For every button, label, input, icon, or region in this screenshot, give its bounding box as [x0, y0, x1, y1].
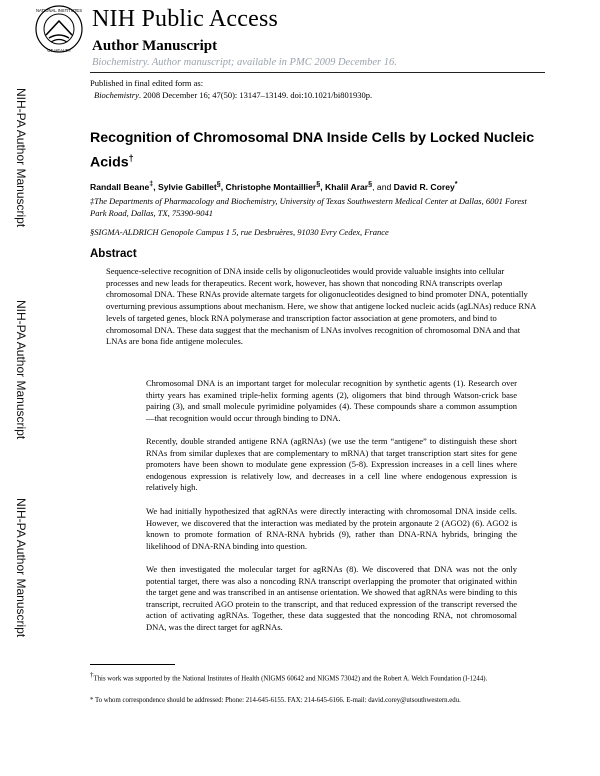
body-paragraph: Recently, double stranded antigene RNA (agRNAs) (we use the term “antigene” to distinguish these short RNAs from similar duplexes that are complementary to mRNA) that target transcription start sites for gene promoters have been shown to modulate gene expression (5-8). Expression increases in a cell lines where endogenous expression is relatively low, and decreases in a cell line where endogenous expression is relatively high. — [146, 436, 517, 492]
author-name: Randall Beane — [90, 181, 150, 192]
title-footnote-mark: † — [128, 153, 134, 163]
author-name: Khalil Arar — [325, 181, 369, 192]
abstract-text: Sequence-selective recognition of DNA inside cells by oligonucleotides would provide valuable insights into cellular processes and new leads for therapeutics. Recent work, however, has shown that noncoding RNA transcripts overlap chromosomal DNA. These RNAs provide alternate targets for oligonucleotides designed to bind promoter DNA, potentially overturning previous assumptions about mechanism. Here, we show that antigene locked nucleic acids (agLNAs) reduce RNA levels of targeted genes, block RNA polymerase and transcription factor association at gene promoters, and bind to chromosomal DNA. These data suggest that the mechanism of LNAs involves recognition of chromosomal DNA and that LNAs are bona fide antigene molecules. — [106, 266, 536, 347]
side-label-bottom: NIH-PA Author Manuscript — [14, 498, 28, 638]
citation-journal: Biochemistry — [94, 90, 139, 100]
affiliation-sigma: §SIGMA-ALDRICH Genopole Campus 1 5, rue Desbruères, 91030 Evry Cedex, France — [90, 227, 389, 237]
svg-text:NATIONAL INSTITUTES: NATIONAL INSTITUTES — [35, 8, 83, 13]
pmc-availability-line: Biochemistry. Author manuscript; available in PMC 2009 December 16. — [92, 57, 397, 68]
citation-line — [94, 90, 372, 100]
author-list: Randall Beane‡, Sylvie Gabillet§, Christophe Montaillier§, Khalil Arar§, and David R. Corey* — [90, 180, 458, 192]
author-manuscript-label: Author Manuscript — [92, 38, 218, 54]
body-paragraph: We had initially hypothesized that agRNAs were directly interacting with chromosomal DNA inside cells. However, we discovered that the interaction was mediated by the protein argonaute 2 (AGO2) (6). AGO2 is known to promote formation of RNA-RNA hybrids (9), rather than DNA-RNA hybrids, bringing the likelihood of DNA-RNA binding into question. — [146, 506, 517, 551]
author-name: David R. Corey — [393, 181, 455, 192]
footnote-rule — [90, 664, 175, 665]
nih-seal-logo — [34, 4, 84, 54]
affiliation-utsw: ‡The Departments of Pharmacology and Biochemistry, University of Texas Southwestern Medical Center at Dallas, 6001 Forest Park Road, Dallas, TX, 75390-9041 — [90, 196, 527, 218]
footnote-funding: †This work was supported by the National Institutes of Health (NIGMS 60642 and NIGMS 73042) and the Robert A. Welch Foundation (I-1244). — [90, 671, 488, 683]
nih-public-access-title: NIH Public Access — [92, 6, 279, 32]
svg-text:OF HEALTH: OF HEALTH — [47, 48, 71, 53]
abstract-heading: Abstract — [90, 248, 137, 260]
author-name: Christophe Montaillier — [225, 181, 317, 192]
citation-details: . 2008 December 16; 47(50): 13147–13149. doi:10.1021/bi801930p. — [138, 90, 373, 100]
footnote-correspondence: * To whom correspondence should be addressed: Phone: 214-645-6155. FAX: 214-645-6166. E-mail: david.corey@utsouthwestern.edu. — [90, 697, 461, 704]
side-label-top: NIH-PA Author Manuscript — [14, 88, 28, 228]
header-rule — [90, 72, 545, 73]
body-paragraph: Chromosomal DNA is an important target for molecular recognition by synthetic agents (1). Research over thirty years has examined triple-helix forming agents (2), oligomers that bind through Watson-crick base pairing (3), and small molecule pyrimidine polyamides (4). These compounds share a common assumption—that recognition would occur through binding to DNA. — [146, 378, 517, 423]
side-label-middle: NIH-PA Author Manuscript — [14, 300, 28, 440]
author-name: Sylvie Gabillet — [158, 181, 217, 192]
article-title: Recognition of Chromosomal DNA Inside Cells by Locked Nucleic Acids† — [90, 130, 535, 171]
body-paragraph: We then investigated the molecular target for agRNAs (8). We discovered that DNA was not the only potential target, there was also a noncoding RNA transcript overlapping the promoter that originated within the target gene and was transcribed in an antisense orientation. We showed that agRNAs were binding to this transcript, recruited AGO protein to the transcript, and that reduced expression of the transcript reversed the action of activating agRNAs. Together, these data suggested that the noncoding RNA, not chromosomal DNA, was the direct target for agRNAs. — [146, 564, 517, 632]
published-in-label: Published in final edited form as: — [90, 78, 204, 88]
